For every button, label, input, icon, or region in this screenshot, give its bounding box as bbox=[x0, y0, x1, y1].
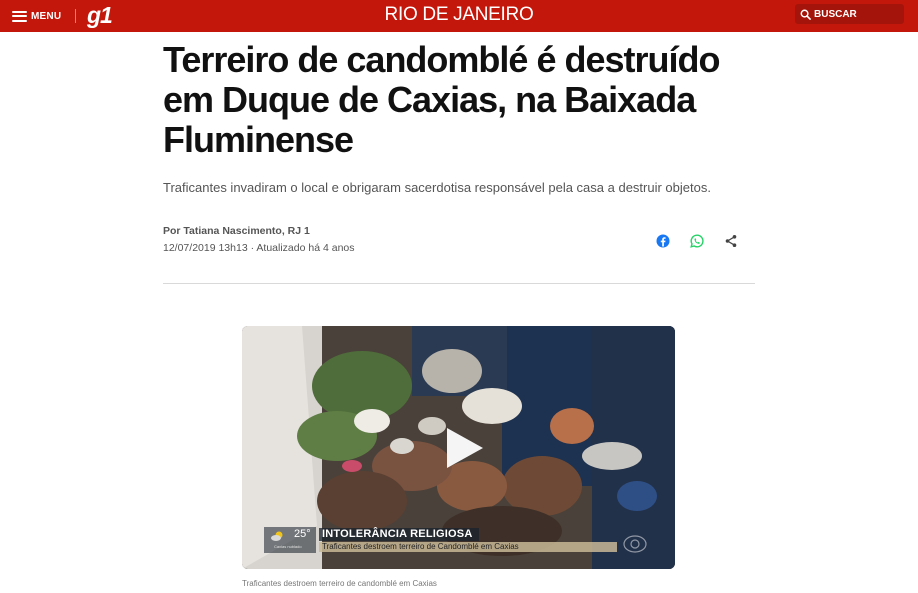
search-button[interactable] bbox=[795, 4, 904, 24]
share-icon[interactable] bbox=[723, 233, 739, 249]
region-title-wrap bbox=[0, 4, 918, 26]
hamburger-icon bbox=[12, 11, 27, 22]
video-banner-title: INTOLERÂNCIA RELIGIOSA bbox=[319, 528, 479, 541]
search-icon bbox=[800, 9, 811, 20]
header-divider bbox=[75, 9, 76, 23]
article-subtitle: Traficantes invadiram o local e obrigaram sacerdotisa responsável pela casa a destruir objetos. bbox=[163, 180, 711, 195]
whatsapp-icon[interactable] bbox=[689, 233, 705, 249]
menu-button[interactable] bbox=[12, 7, 61, 25]
video-caption: Traficantes destroem terreiro de candomblé em Caxias bbox=[242, 579, 437, 588]
weather-badge bbox=[264, 527, 316, 553]
region-title[interactable]: RIO DE JANEIRO bbox=[384, 4, 534, 25]
article-divider bbox=[163, 283, 755, 284]
search-label: BUSCAR bbox=[814, 8, 857, 20]
g1-logo[interactable]: g1 bbox=[87, 2, 112, 28]
top-navigation-bar bbox=[0, 0, 918, 32]
cloudy-icon bbox=[270, 530, 284, 542]
menu-label: MENU bbox=[31, 10, 62, 22]
article-title: Terreiro de candomblé é destruído em Duque de Caxias, na Baixada Fluminense bbox=[163, 39, 720, 160]
globo-watermark-icon bbox=[622, 534, 648, 554]
facebook-icon[interactable] bbox=[655, 233, 671, 249]
video-banner-subtitle: Traficantes destroem terreiro de Candomblé em Caxias bbox=[319, 542, 617, 552]
play-icon[interactable] bbox=[445, 426, 485, 470]
temperature: 25° bbox=[294, 528, 311, 540]
article-author: Por Tatiana Nascimento, RJ 1 bbox=[163, 225, 310, 237]
article-date: 12/07/2019 13h13 · Atualizado há 4 anos bbox=[163, 242, 355, 254]
weather-label: Caxias nublado bbox=[274, 544, 302, 549]
